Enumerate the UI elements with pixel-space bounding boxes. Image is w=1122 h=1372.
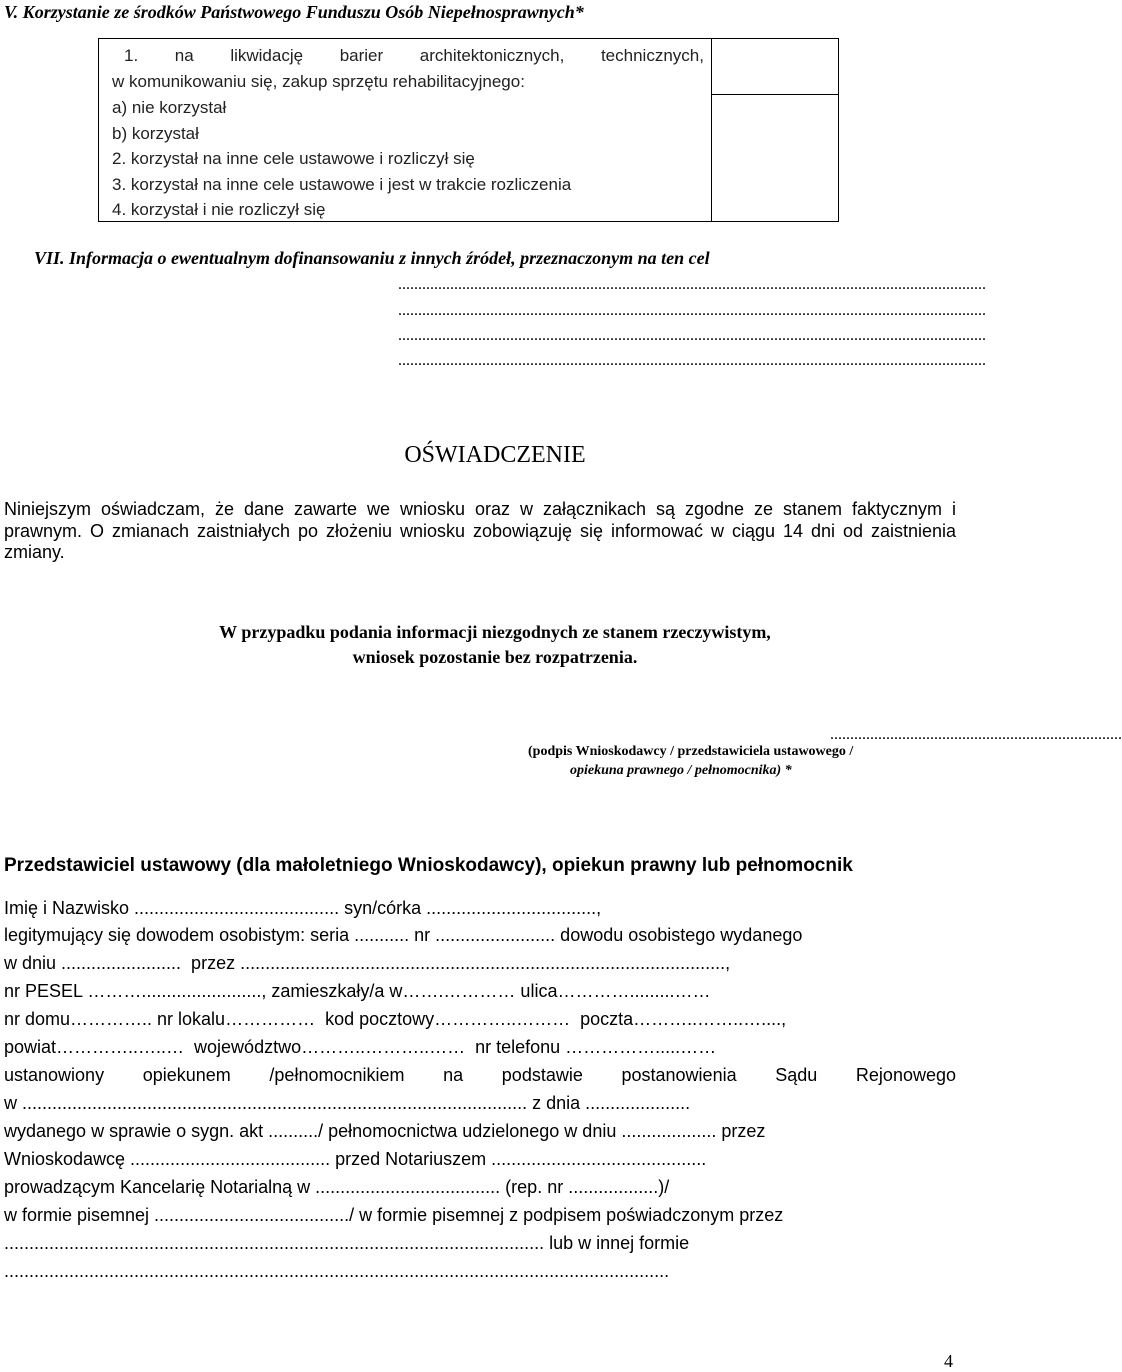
- table-line: w komunikowaniu się, zakup sprzętu rehabilitacyjnego:: [112, 72, 525, 91]
- word: Sądu: [775, 1065, 818, 1085]
- form-line: w ..................................................................................................... z dnia .....................: [4, 1093, 691, 1113]
- declaration-text: Niniejszym oświadczam, że dane zawarte we wniosku oraz w załącznikach są zgodne ze stanem faktycznym i prawnym. O zmianach zaistniałych po złożeniu wniosku zobowiązuję się informować w ciągu 14 dni od zaistnienia zmiany.: [4, 499, 956, 562]
- section-v-title: V. Korzystanie ze środków Państwowego Funduszu Osób Niepełnosprawnych*: [4, 2, 584, 22]
- section-vii-title: VII. Informacja o ewentualnym dofinansowaniu z innych źródeł, przeznaczonym na ten cel: [34, 248, 710, 268]
- form-line: .....................................................................................................................................: [4, 1261, 670, 1281]
- table-line: 2. korzystał na inne cele ustawowe i rozliczył się: [112, 149, 475, 168]
- word: opiekunem: [142, 1065, 231, 1085]
- word: barier: [339, 46, 384, 65]
- table-line: 4. korzystał i nie rozliczył się: [112, 200, 326, 219]
- signature-caption-2: opiekuna prawnego / pełnomocnika) *: [570, 763, 792, 778]
- form-line: prowadzącym Kancelarię Notarialną w ..................................... (rep. nr ..................)/: [4, 1177, 670, 1197]
- word: Rejonowego: [855, 1065, 956, 1085]
- form-line: w formie pisemnej ......................................./ w formie pisemnej z podpisem poświadczonym przez: [4, 1205, 784, 1225]
- answer-column: [711, 38, 839, 222]
- form-line: nr PESEL ………........................, zamieszkały/a w…….………… ulica………….........……: [4, 981, 711, 1001]
- form-line: nr domu………….. nr lokalu…………… kod pocztowy…………..……… poczta………..……..…....,: [4, 1009, 787, 1029]
- form-line: [4, 1065, 956, 1086]
- word: /pełnomocnikiem: [269, 1065, 405, 1085]
- fill-line: ...................................................................................................................................................: [398, 352, 986, 369]
- fill-line: ...................................................................................................................................................: [398, 276, 986, 293]
- form-line: wydanego w sprawie o sygn. akt ........../ pełnomocnictwa udzielonego w dniu ................... przez: [4, 1121, 766, 1141]
- form-line: powiat…………..…..… województwo………..………..…… nr telefonu …………….....……: [4, 1037, 717, 1057]
- word: likwidację: [230, 46, 304, 65]
- word: architektonicznych,: [419, 46, 565, 65]
- table-line: 3. korzystał na inne cele ustawowe i jest w trakcie rozliczenia: [112, 175, 572, 194]
- signature-line: .........................................................................: [830, 726, 1122, 743]
- answer-divider: [711, 94, 839, 95]
- table-line: a) nie korzystał: [112, 98, 227, 117]
- form-line: ............................................................................................................ lub w innej formie: [4, 1233, 690, 1253]
- form-line: Wnioskodawcę ........................................ przed Notariuszem ...........................................: [4, 1149, 707, 1169]
- table-line: b) korzystał: [112, 124, 199, 143]
- table-item-1-line: [124, 46, 704, 66]
- page-number: 4: [944, 1351, 953, 1371]
- word: na: [174, 46, 194, 65]
- word: ustanowiony: [4, 1065, 105, 1085]
- representative-heading: Przedstawiciel ustawowy (dla małoletniego Wnioskodawcy), opiekun prawny lub pełnomocnik: [4, 855, 853, 876]
- warning-line-1: W przypadku podania informacji niezgodnych ze stanem rzeczywistym,: [219, 622, 771, 642]
- word: postanowienia: [621, 1065, 737, 1085]
- declaration-title: OŚWIADCZENIE: [404, 442, 586, 468]
- word: technicznych,: [600, 46, 704, 65]
- fill-line: ...................................................................................................................................................: [398, 302, 986, 319]
- form-line: Imię i Nazwisko ......................................... syn/córka ..................................,: [4, 898, 602, 918]
- fill-line: ...................................................................................................................................................: [398, 327, 986, 344]
- word: 1.: [124, 46, 139, 65]
- form-line: w dniu ........................ przez .................................................................................................,: [4, 953, 731, 973]
- word: podstawie: [501, 1065, 583, 1085]
- form-line: legitymujący się dowodem osobistym: seria ........... nr ........................ dowodu osobistego wydanego: [4, 925, 803, 945]
- warning-line-2: wniosek pozostanie bez rozpatrzenia.: [352, 647, 638, 667]
- word: na: [443, 1065, 464, 1085]
- warning: [0, 620, 990, 670]
- signature-caption-1: (podpis Wnioskodawcy / przedstawiciela ustawowego /: [528, 744, 854, 759]
